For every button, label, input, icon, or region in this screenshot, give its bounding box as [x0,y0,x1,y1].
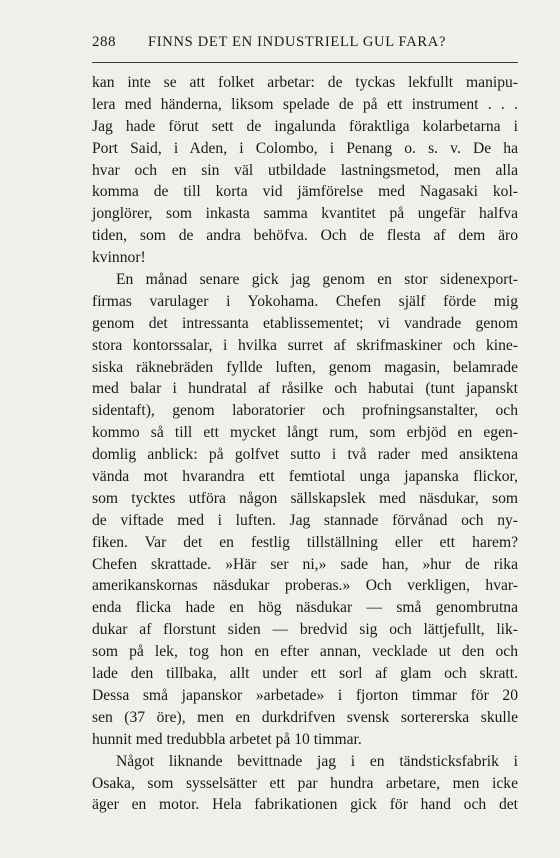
text-line: domlig anblick: på golfvet sutto i två rader med ansiktena [92,446,518,464]
text-line: komma de till korta vid jämförelse med Nagasaki kol- [92,183,518,201]
body-text [92,72,518,816]
text-line: Chefen skrattade. »Här ser ni,» sade han, »hur de rika [92,555,518,573]
text-line: med balar i hundratal af råsilke och habutai (tunt japanskt [92,380,518,398]
header-rule [92,62,518,63]
text-line: sidentaft), genom laboratorier och profningsanstalter, och [92,402,518,420]
text-line: äger en motor. Hela fabrikationen gick för hand och det [92,796,518,814]
text-line: vända mot hvarandra ett femtiotal unga japanska flickor, [92,468,518,486]
text-line: hvar och en sin väl utbildade lastningsmetod, men alla [92,161,518,179]
text-line: firmas varulager i Yokohama. Chefen själf förde mig [92,292,518,310]
text-line: som på lek, tog hon en efter annan, vecklade ut den och [92,643,518,661]
text-line: kvinnor! [92,249,146,267]
text-line: som tycktes utföra någon sällskapslek med näsdukar, som [92,489,518,507]
text-line: kan inte se att folket arbetar: de tyckas lekfullt manipu- [92,74,518,91]
text-line: fiken. Var det en festlig tillställning eller ett harem? [92,533,518,551]
paragraph-start-line: Något liknande bevittnade jag i en tändsticksfabrik i [116,752,518,770]
text-line: Osaka, som sysselsätter ett par hundra arbetare, men icke [92,774,518,792]
text-line: Jag hade förut sett de ingalunda föraktliga kolarbetarna i [92,117,518,135]
text-line: jonglörer, som inkasta samma kvantitet på ungefär halfva [92,205,518,223]
text-line: Port Said, i Aden, i Colombo, i Penang o. s. v. De ha [92,139,518,157]
page-number: 288 [92,34,116,50]
page-header [92,34,518,58]
text-line: lera med händerna, liksom spelade de på ett instrument . . . [92,95,518,113]
text-line: lade den tillbaka, allt under ett sorl af glam och skratt. [92,665,518,683]
text-line: tiden, som de andra behöfva. Och de flesta af dem äro [92,227,518,245]
text-line: enda flicka hade en hög näsdukar — små genombrutna [92,599,518,617]
text-line: sen (37 öre), men en durkdrifven svensk sortererska skulle [92,708,518,726]
text-line: hunnit med tredubbla arbetet på 10 timmar. [92,730,362,748]
text-line: Dessa små japanskor »arbetade» i fjorton timmar för 20 [92,686,518,704]
text-line: kommo så till ett mycket långt rum, som erbjöd en egen- [92,424,518,442]
text-line: siska räknebräden fyllde luften, genom magasin, belamrade [92,358,518,376]
text-line: dukar af florstunt siden — bredvid sig och lättjefullt, lik- [92,621,518,639]
text-line: amerikanskornas näsdukar proberas.» Och verkligen, hvar- [92,577,518,595]
paragraph-start-line: En månad senare gick jag genom en stor sidenexport- [116,271,518,289]
text-line: de viftade med i luften. Jag stannade förvånad och ny- [92,511,518,529]
text-line: stora kontorssalar, i hvilka surret af skrifmaskiner och kine- [92,336,518,354]
text-line: genom det intressanta etablissementet; vi vandrade genom [92,314,518,332]
running-title: FINNS DET EN INDUSTRIELL GUL FARA? [148,34,447,50]
